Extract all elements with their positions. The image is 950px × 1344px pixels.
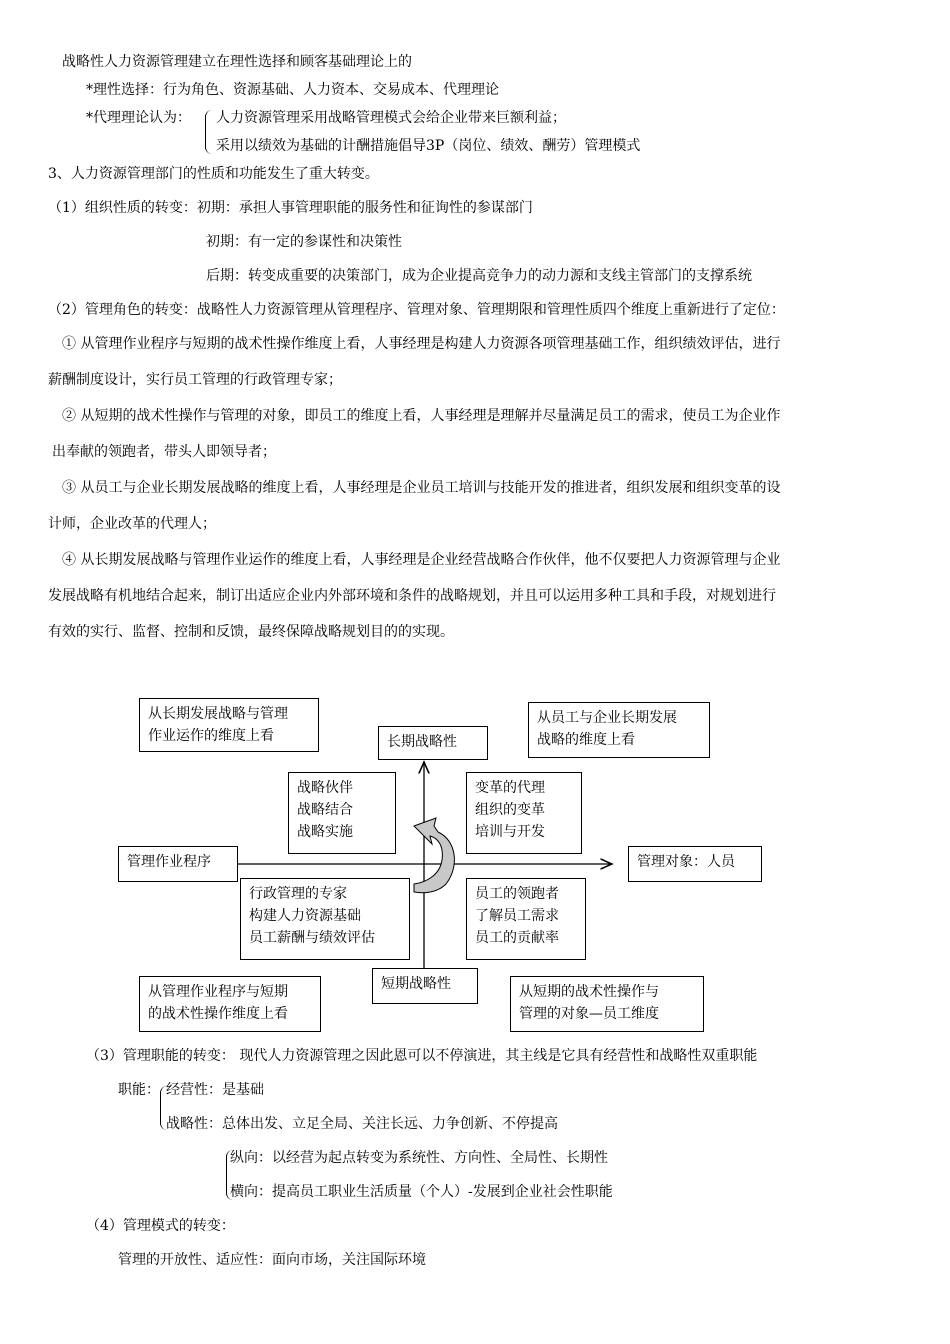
box-bottom-left-dimension xyxy=(139,976,321,1032)
q4-line2: 了解员工需求 xyxy=(475,908,559,924)
line-f1: 经营性：是基础 xyxy=(166,1082,264,1098)
line-agency-a: 人力资源管理采用战略管理模式会给企业带来巨额利益； xyxy=(216,110,566,126)
box-change-agent xyxy=(466,772,582,854)
q1-line2: 组织的变革 xyxy=(475,802,545,818)
para4-line2: 发展战略有机地结合起来，制订出适应企业内外部环境和条件的战略规划，并且可以运用多种工具和手段，对规划进行 xyxy=(48,588,776,604)
q4-line3: 员工的贡献率 xyxy=(475,930,559,946)
line-function-label: 职能： xyxy=(118,1082,160,1098)
box-tr-line2: 战略的维度上看 xyxy=(537,732,635,748)
q1-line3: 培训与开发 xyxy=(475,824,545,840)
box-admin-expert xyxy=(240,878,410,960)
box-management-object xyxy=(628,846,762,882)
line-f3: 纵向：以经营为起点转变为系统性、方向性、全局性、长期性 xyxy=(230,1150,608,1166)
line-rational-choice: *理性选择：行为角色、资源基础、人力资本、交易成本、代理理论 xyxy=(86,82,499,98)
line-s4: （4）管理模式的转变： xyxy=(86,1218,235,1234)
q2-line3: 战略实施 xyxy=(297,824,353,840)
para3-line2: 计师，企业改革的代理人； xyxy=(48,516,216,532)
box-tl-line1: 从长期发展战略与管理 xyxy=(148,706,288,722)
line-s1: （1）组织性质的转变：初期：承担人事管理职能的服务性和征询性的参谋部门 xyxy=(48,200,533,216)
box-strategic-partner xyxy=(288,772,396,854)
brace-agency xyxy=(205,110,212,154)
para2-line2: 出奉献的领跑者，带头人即领导者； xyxy=(52,444,276,460)
line-s1c: 后期：转变成重要的决策部门，成为企业提高竞争力的动力源和支线主管部门的支撑系统 xyxy=(206,268,752,284)
line-s3: （3）管理职能的转变： 现代人力资源管理之因此恩可以不停演进，其主线是它具有经营性和战略性双重职能 xyxy=(86,1048,758,1064)
line-agency-label: *代理理论认为： xyxy=(86,110,191,126)
box-top-right-dimension xyxy=(528,702,710,758)
line-theory-basis: 战略性人力资源管理建立在理性选择和顾客基础理论上的 xyxy=(62,54,412,70)
para4-line3: 有效的实行、监督、控制和反馈，最终保障战略规划目的的实现。 xyxy=(48,624,454,640)
box-bl-line2: 的战术性操作维度上看 xyxy=(148,1006,288,1022)
label-management-object: 管理对象：人员 xyxy=(637,854,735,870)
box-bottom-right-dimension xyxy=(510,976,704,1032)
q1-line1: 变革的代理 xyxy=(475,780,545,796)
line-f2: 战略性：总体出发、立足全局、关注长远、力争创新、不停提高 xyxy=(166,1116,558,1132)
para1-line2: 薪酬制度设计，实行员工管理的行政管理专家； xyxy=(48,372,342,388)
line-f4: 横向：提高员工职业生活质量（个人）-发展到企业社会性职能 xyxy=(230,1184,613,1200)
para2-line1: ② 从短期的战术性操作与管理的对象，即员工的维度上看，人事经理是理解并尽量满足员工的需求，使员工为企业作 xyxy=(62,408,781,424)
label-short-term: 短期战略性 xyxy=(381,976,451,992)
line-s4a: 管理的开放性、适应性：面向市场，关注国际环境 xyxy=(118,1252,426,1268)
box-top-left-dimension xyxy=(139,698,319,752)
box-short-term-strategic xyxy=(372,968,478,1004)
box-br-line1: 从短期的战术性操作与 xyxy=(519,984,659,1000)
box-employee-leader xyxy=(466,878,586,960)
label-management-procedure: 管理作业程序 xyxy=(127,854,211,870)
q3-line1: 行政管理的专家 xyxy=(249,886,347,902)
box-bl-line1: 从管理作业程序与短期 xyxy=(148,984,288,1000)
q2-line2: 战略结合 xyxy=(297,802,353,818)
box-tr-line1: 从员工与企业长期发展 xyxy=(537,710,677,726)
q3-line3: 员工薪酬与绩效评估 xyxy=(249,930,375,946)
box-br-line2: 管理的对象—员工维度 xyxy=(519,1006,659,1022)
para3-line1: ③ 从员工与企业长期发展战略的维度上看，人事经理是企业员工培训与技能开发的推进者，组织发展和组织变革的设 xyxy=(62,480,781,496)
box-long-term-strategic xyxy=(378,726,488,760)
para4-line1: ④ 从长期发展战略与管理作业运作的维度上看，人事经理是企业经营战略合作伙伴，他不仅要把人力资源管理与企业 xyxy=(62,552,781,568)
q4-line1: 员工的领跑者 xyxy=(475,886,559,902)
line-s2: （2）管理角色的转变：战略性人力资源管理从管理程序、管理对象、管理期限和管理性质四个维度上重新进行了定位： xyxy=(48,302,785,318)
line-s1b: 初期：有一定的参谋性和决策性 xyxy=(206,234,402,250)
heading-3: 3、人力资源管理部门的性质和功能发生了重大转变。 xyxy=(48,166,379,182)
line-agency-b: 采用以绩效为基础的计酬措施倡导3P（岗位、绩效、酬劳）管理模式 xyxy=(216,138,641,154)
para1-line1: ① 从管理作业程序与短期的战术性操作维度上看，人事经理是构建人力资源各项管理基础工作，组织绩效评估，进行 xyxy=(62,336,781,352)
q3-line2: 构建人力资源基础 xyxy=(249,908,361,924)
rotation-arrow-icon xyxy=(414,818,454,893)
box-management-procedure xyxy=(118,846,238,882)
label-long-term: 长期战略性 xyxy=(387,734,457,750)
box-tl-line2: 作业运作的维度上看 xyxy=(148,728,274,744)
q2-line1: 战略伙伴 xyxy=(297,780,353,796)
